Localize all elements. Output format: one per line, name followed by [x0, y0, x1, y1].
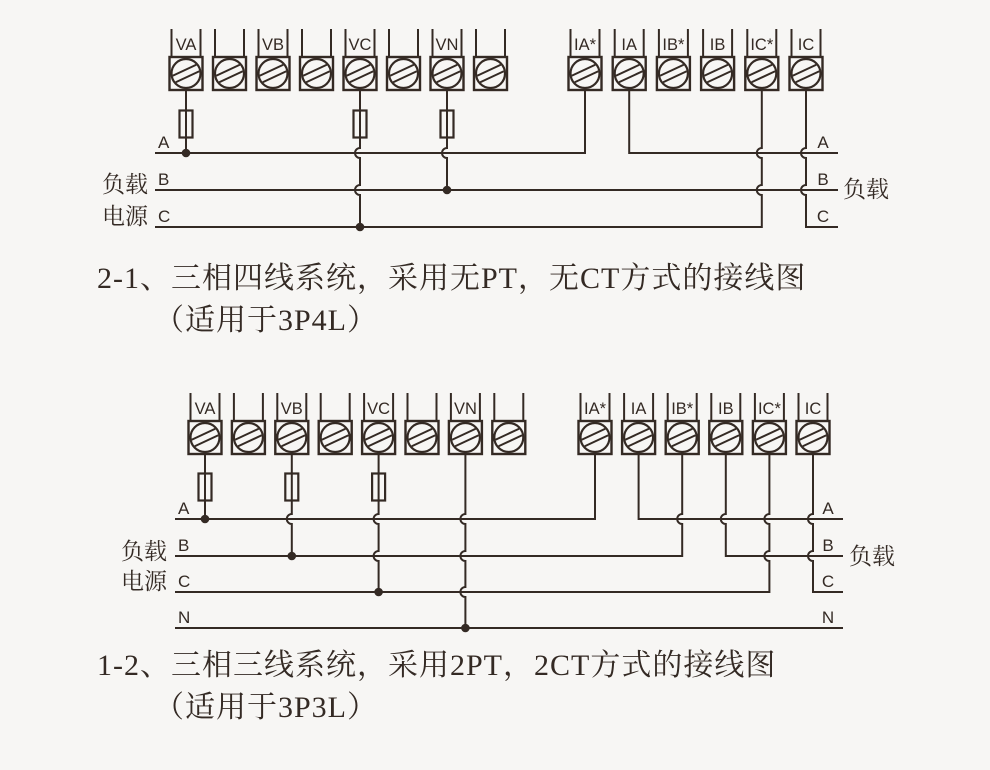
screw-slot-icon	[173, 65, 200, 83]
terminal-label: IC*	[750, 36, 774, 54]
bus-label-left: C	[158, 207, 171, 226]
terminal-screw-box	[406, 421, 439, 454]
screw-slot-icon	[669, 429, 696, 447]
bus-label-right: B	[822, 536, 834, 555]
screw-slot-icon	[390, 65, 417, 83]
wire-bus-source	[155, 90, 762, 227]
diagram-title-3p3l	[97, 645, 776, 729]
bus-label-right: B	[817, 170, 829, 189]
terminal-label: IA*	[583, 400, 607, 418]
terminal-screw-box	[431, 57, 464, 90]
screw-slot-icon	[712, 429, 739, 447]
wire-bus-source	[175, 454, 682, 556]
bus-label-left: N	[178, 608, 191, 627]
screw-slot-icon	[365, 429, 392, 447]
terminal-label: IA	[621, 36, 637, 54]
terminal-label: VC	[367, 400, 391, 418]
screw-slot-icon	[452, 429, 479, 447]
terminal-label: IC*	[757, 400, 781, 418]
terminal-screw-box	[569, 57, 602, 90]
screw-slot-icon	[756, 429, 783, 447]
terminal-label: IB*	[671, 400, 694, 418]
bus-label-right: C	[816, 207, 830, 226]
junction-dot	[374, 588, 383, 597]
source-label: 电源	[121, 568, 167, 594]
terminal-screw-box	[745, 57, 778, 90]
screw-slot-icon	[704, 65, 731, 83]
terminal-screw-box	[709, 421, 742, 454]
terminal-screw-box	[657, 57, 690, 90]
screw-slot-icon	[322, 429, 349, 447]
screw-slot-icon	[216, 65, 243, 83]
terminal-screw-box	[666, 421, 699, 454]
terminal-label: IA	[630, 400, 647, 418]
source-label: 负载	[102, 171, 148, 197]
terminal-label: IA*	[573, 36, 597, 54]
terminal-screw-box	[753, 421, 786, 454]
terminal-screw-box	[492, 421, 525, 454]
bus-label-left: B	[158, 170, 170, 189]
terminal-label: VC	[348, 36, 372, 54]
bus-label-right: C	[821, 572, 835, 591]
screw-slot-icon	[409, 429, 436, 447]
screw-slot-icon	[660, 65, 687, 83]
junction-dot	[443, 186, 452, 195]
terminal-label: VN	[453, 400, 477, 418]
terminal-screw-box	[790, 57, 823, 90]
bus-label-left: A	[178, 499, 190, 518]
junction-dot	[461, 624, 470, 633]
terminal-screw-box	[449, 421, 482, 454]
terminal-label: VA	[194, 400, 216, 418]
screw-slot-icon	[192, 429, 219, 447]
terminal-screw-box	[170, 57, 203, 90]
terminal-screw-box	[701, 57, 734, 90]
wire-voltage-drop	[374, 454, 379, 592]
diagram-title-line1: 2-1、三相四线系统，采用无PT，无CT方式的接线图	[97, 262, 807, 295]
screw-slot-icon	[495, 429, 522, 447]
junction-dot	[182, 149, 191, 158]
terminal-screw-box	[344, 57, 377, 90]
screw-slot-icon	[303, 65, 330, 83]
screw-slot-icon	[793, 65, 820, 83]
terminal-screw-box	[275, 421, 308, 454]
junction-dot	[288, 552, 297, 561]
screw-slot-icon	[347, 65, 374, 83]
wire-voltage-drop	[442, 90, 447, 190]
screw-slot-icon	[625, 429, 652, 447]
diagram-title-line2: （适用于3P3L）	[154, 691, 379, 724]
terminal-screw-box	[300, 57, 333, 90]
bus-label-left: A	[158, 133, 170, 152]
screw-slot-icon	[260, 65, 287, 83]
terminal-label: VN	[435, 36, 459, 54]
terminal-label: VB	[261, 36, 285, 54]
bus-label-right: N	[821, 608, 835, 627]
terminal-label: IB	[709, 36, 726, 54]
terminal-screw-box	[622, 421, 655, 454]
terminal-label: IC	[804, 400, 822, 418]
wire-voltage-drop	[460, 454, 465, 628]
screw-slot-icon	[572, 65, 599, 83]
screw-slot-icon	[235, 429, 262, 447]
terminal-screw-box	[213, 57, 246, 90]
diagram-title-line2: （适用于3P4L）	[154, 304, 379, 337]
terminal-screw-box	[232, 421, 265, 454]
bus-label-right: A	[822, 499, 834, 518]
diagram-title-3p4l	[97, 258, 806, 342]
screw-slot-icon	[582, 429, 609, 447]
terminal-screw-box	[579, 421, 612, 454]
terminal-label: VA	[175, 36, 197, 54]
screw-slot-icon	[748, 65, 775, 83]
terminal-screw-box	[257, 57, 290, 90]
bus-label-right: A	[817, 133, 829, 152]
diagram-title-line1: 1-2、三相三线系统，采用2PT，2CT方式的接线图	[97, 649, 777, 682]
terminal-screw-box	[474, 57, 507, 90]
terminal-screw-box	[797, 421, 830, 454]
terminal-screw-box	[387, 57, 420, 90]
terminal-screw-box	[362, 421, 395, 454]
terminal-screw-box	[613, 57, 646, 90]
screw-slot-icon	[278, 429, 305, 447]
junction-dot	[356, 223, 365, 232]
terminal-screw-box	[189, 421, 222, 454]
source-label: 负载	[121, 538, 167, 564]
terminal-label: IB	[718, 400, 734, 418]
screw-slot-icon	[477, 65, 504, 83]
wire-voltage-drop	[287, 454, 292, 556]
screw-slot-icon	[434, 65, 461, 83]
source-label: 电源	[102, 203, 148, 229]
bus-label-left: B	[178, 536, 190, 555]
junction-dot	[201, 515, 210, 524]
load-label: 负载	[843, 176, 889, 202]
screw-slot-icon	[616, 65, 643, 83]
load-label: 负载	[849, 543, 895, 569]
terminal-label: IC	[797, 36, 815, 54]
wire-bus-source	[155, 90, 585, 153]
terminal-screw-box	[319, 421, 352, 454]
terminal-label: VB	[280, 400, 303, 418]
screw-slot-icon	[800, 429, 827, 447]
bus-label-left: C	[178, 572, 191, 591]
terminal-label: IB*	[662, 36, 685, 54]
